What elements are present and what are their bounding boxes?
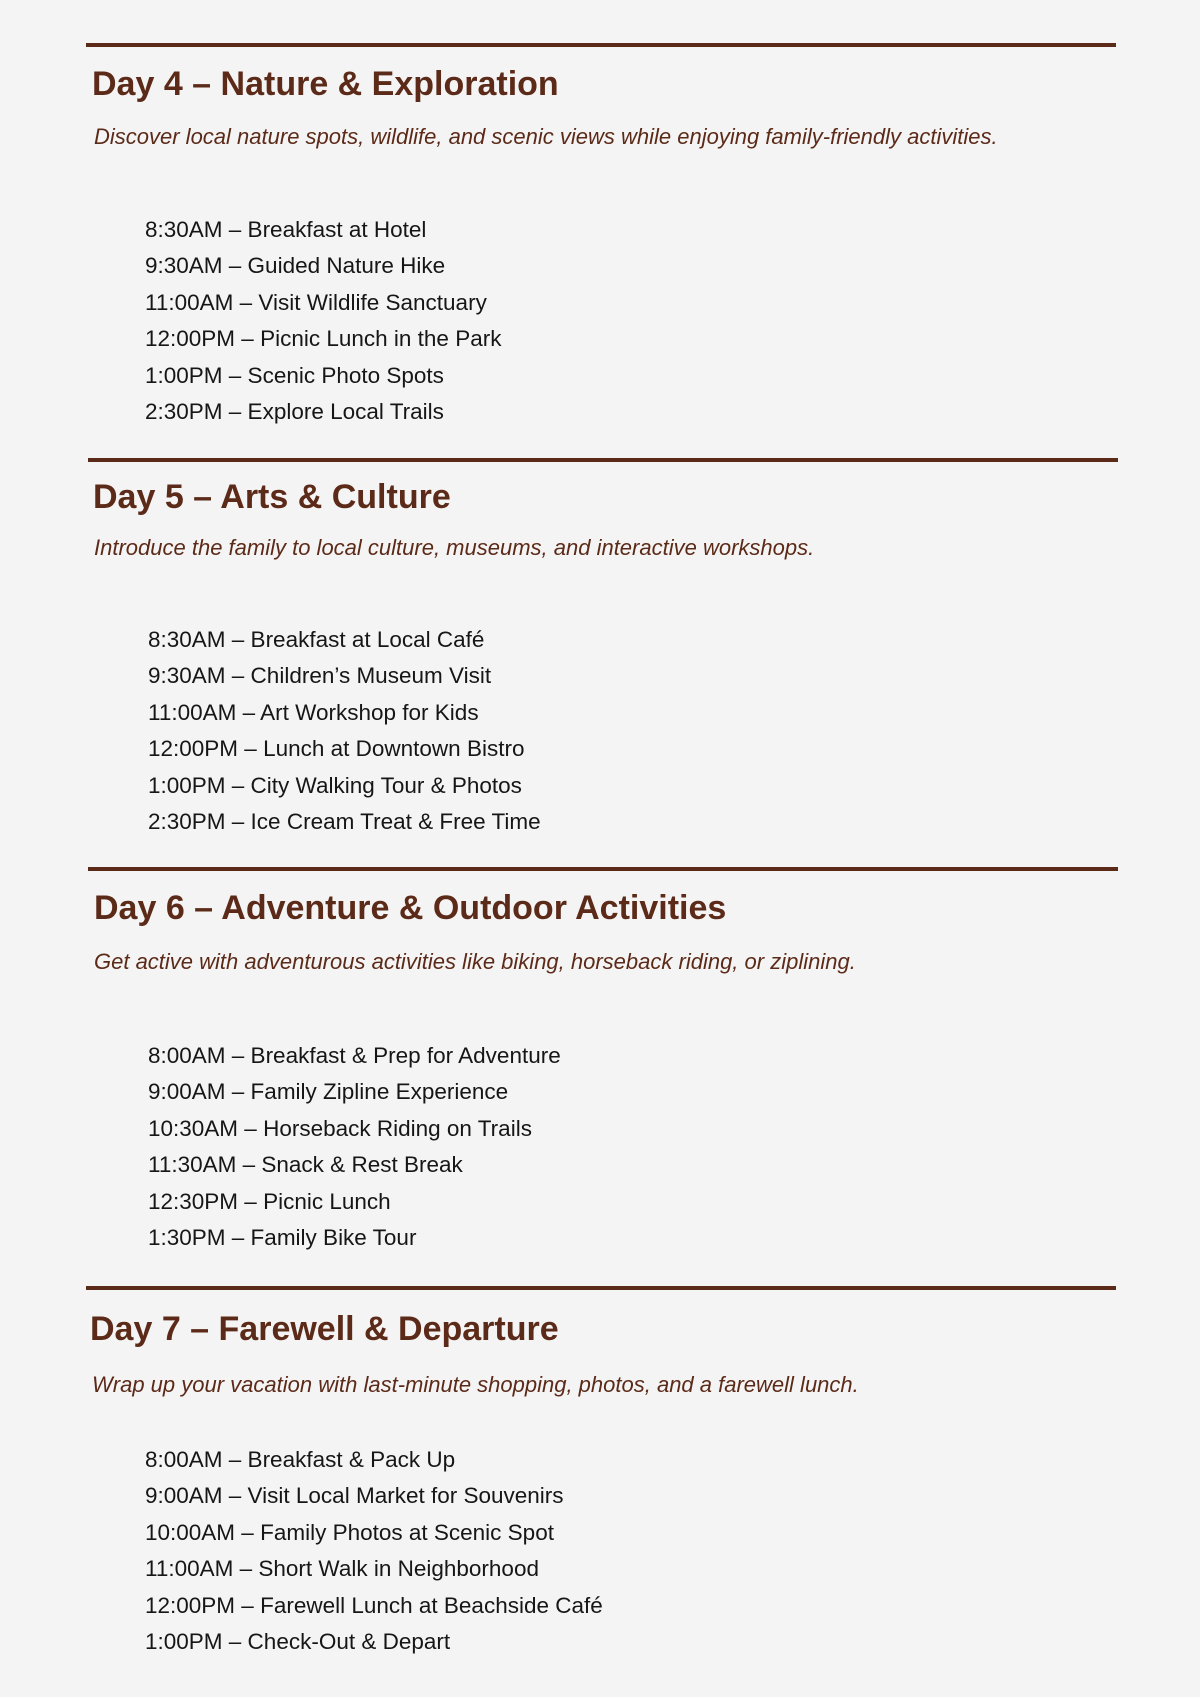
schedule-item: 9:30AM – Guided Nature Hike xyxy=(145,253,446,279)
schedule-item: 2:30PM – Ice Cream Treat & Free Time xyxy=(148,808,541,834)
schedule-item: 8:00AM – Breakfast & Pack Up xyxy=(145,1447,456,1472)
schedule-item: 11:00AM – Visit Wildlife Sanctuary xyxy=(145,289,487,315)
section-divider xyxy=(86,1286,1116,1290)
schedule-list xyxy=(148,1038,561,1256)
schedule-item: 9:00AM – Visit Local Market for Souvenirs xyxy=(145,1483,564,1509)
schedule-item: 11:00AM – Art Workshop for Kids xyxy=(148,699,479,725)
schedule-item: 1:30PM – Family Bike Tour xyxy=(148,1224,417,1250)
section-divider xyxy=(86,43,1116,47)
schedule-list xyxy=(145,1442,603,1660)
day-description: Discover local nature spots, wildlife, and scenic views while enjoying family-friendly activities. xyxy=(94,124,998,149)
schedule-item: 8:30AM – Breakfast at Local Café xyxy=(148,627,485,652)
schedule-item: 12:00PM – Picnic Lunch in the Park xyxy=(145,326,502,352)
day-description: Wrap up your vacation with last-minute shopping, photos, and a farewell lunch. xyxy=(92,1372,859,1397)
schedule-item: 9:00AM – Family Zipline Experience xyxy=(148,1079,509,1105)
day-title: Day 4 – Nature & Exploration xyxy=(92,65,559,103)
schedule-item: 1:00PM – City Walking Tour & Photos xyxy=(148,772,522,798)
schedule-item: 10:00AM – Family Photos at Scenic Spot xyxy=(145,1519,554,1545)
schedule-list xyxy=(148,622,541,840)
schedule-item: 8:30AM – Breakfast at Hotel xyxy=(145,217,427,242)
section-divider xyxy=(88,867,1118,871)
schedule-item: 12:30PM – Picnic Lunch xyxy=(148,1188,391,1214)
schedule-item: 8:00AM – Breakfast & Prep for Adventure xyxy=(148,1043,561,1068)
schedule-item: 1:00PM – Check-Out & Depart xyxy=(145,1628,451,1654)
day-description: Get active with adventurous activities like biking, horseback riding, or ziplining. xyxy=(94,949,856,974)
day-description: Introduce the family to local culture, museums, and interactive workshops. xyxy=(94,535,815,560)
section-divider xyxy=(88,458,1118,462)
schedule-item: 1:00PM – Scenic Photo Spots xyxy=(145,362,444,388)
schedule-list xyxy=(145,212,501,430)
schedule-item: 9:30AM – Children’s Museum Visit xyxy=(148,663,492,689)
schedule-item: 10:30AM – Horseback Riding on Trails xyxy=(148,1115,532,1141)
schedule-item: 11:00AM – Short Walk in Neighborhood xyxy=(145,1556,539,1582)
schedule-item: 12:00PM – Lunch at Downtown Bistro xyxy=(148,736,525,762)
day-title: Day 6 – Adventure & Outdoor Activities xyxy=(94,889,727,927)
day-title: Day 5 – Arts & Culture xyxy=(93,478,451,516)
schedule-item: 2:30PM – Explore Local Trails xyxy=(145,398,444,424)
schedule-item: 11:30AM – Snack & Rest Break xyxy=(148,1152,463,1178)
schedule-item: 12:00PM – Farewell Lunch at Beachside Café xyxy=(145,1592,603,1618)
day-title: Day 7 – Farewell & Departure xyxy=(90,1310,559,1348)
